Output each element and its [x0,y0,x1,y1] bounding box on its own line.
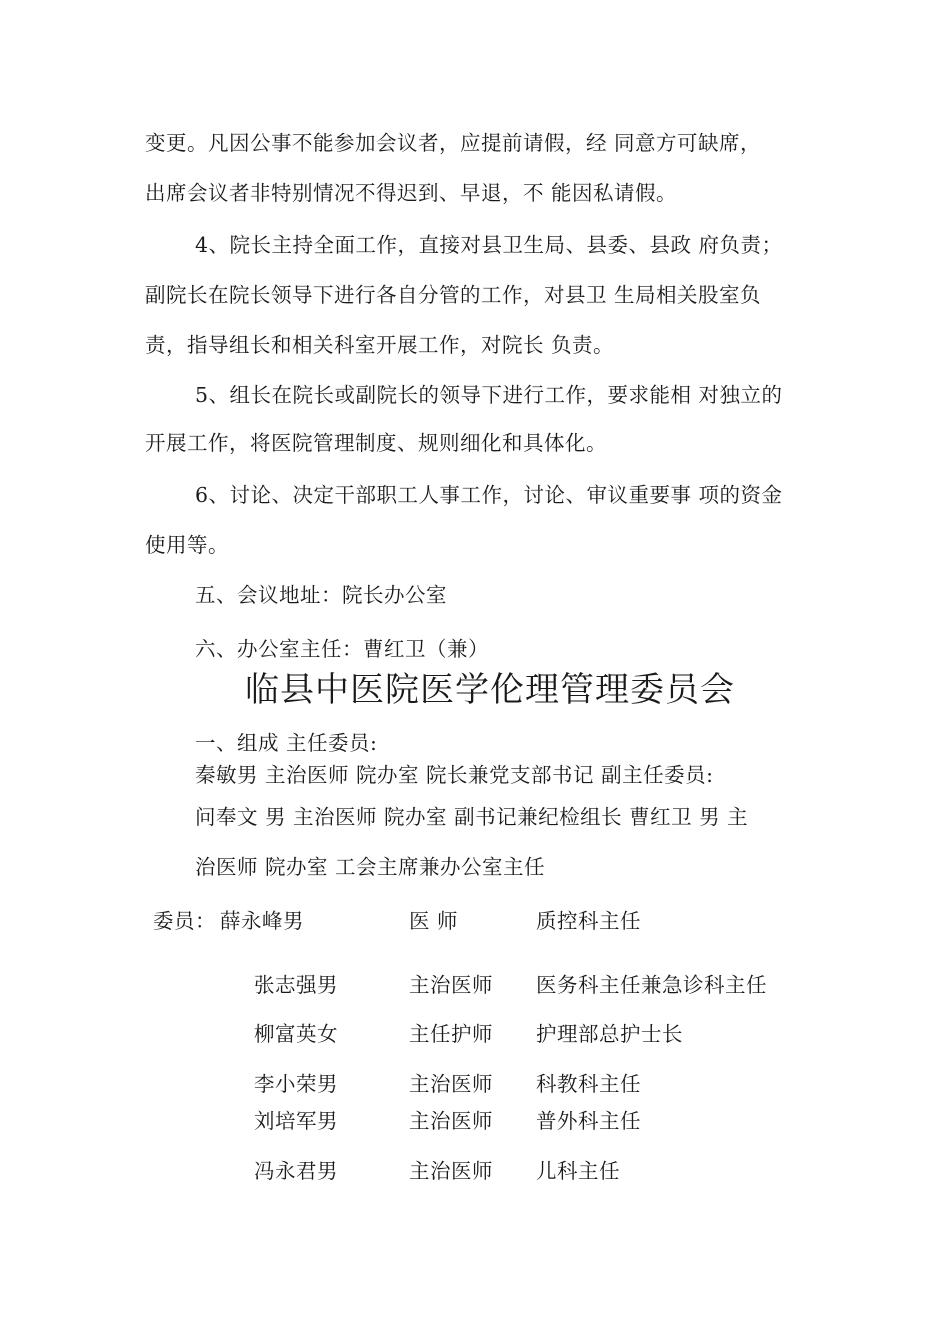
member-role: 科教科主任 [536,1072,641,1096]
paragraph-line: 使用等。 [145,533,229,557]
member-role: 护理部总护士长 [536,1022,683,1046]
paragraph-line: 6、讨论、决定干部职工人事工作，讨论、审议重要事 项的资金 [195,483,783,507]
member-title: 主治医师 [409,1109,493,1133]
paragraph-line: 责，指导组长和相关科室开展工作，对院长 负责。 [145,333,615,357]
committee-title: 临县中医院医学伦理管理委员会 [245,670,735,710]
member-name: 刘培军男 [254,1109,338,1133]
member-role: 儿科主任 [536,1159,620,1183]
member-name: 薛永峰男 [220,909,304,933]
paragraph-line: 变更。凡因公事不能参加会议者，应提前请假，经 同意方可缺席， [145,131,762,155]
composition-line: 治医师 院办室 工会主席兼办公室主任 [195,855,546,879]
composition-line: 问奉文 男 主治医师 院办室 副书记兼纪检组长 曹红卫 男 主 [195,805,749,829]
member-name: 李小荣男 [254,1072,338,1096]
member-role: 质控科主任 [536,909,641,933]
member-name: 柳富英女 [254,1022,338,1046]
composition-heading: 一、组成 主任委员: [195,731,378,755]
member-title: 主治医师 [409,1072,493,1096]
member-role: 普外科主任 [536,1109,641,1133]
paragraph-line: 副院长在院长领导下进行各自分管的工作，对县卫 生局相关股室负 [145,283,762,307]
paragraph-line: 4、院长主持全面工作，直接对县卫生局、县委、县政 府负责； [195,233,783,257]
member-role: 医务科主任兼急诊科主任 [536,973,767,997]
members-label: 委员： [153,909,216,933]
meeting-location: 五、会议地址：院长办公室 [195,583,447,607]
member-title: 主治医师 [409,1159,493,1183]
member-title: 医 师 [409,909,459,933]
paragraph-line: 开展工作，将医院管理制度、规则细化和具体化。 [145,431,607,455]
composition-line: 秦敏男 主治医师 院办室 院长兼党支部书记 副主任委员: [195,763,714,787]
member-title: 主任护师 [409,1022,493,1046]
member-name: 张志强男 [254,973,338,997]
member-title: 主治医师 [409,973,493,997]
member-name: 冯永君男 [254,1159,338,1183]
paragraph-line: 5、组长在院长或副院长的领导下进行工作，要求能相 对独立的 [195,383,783,407]
paragraph-line: 出席会议者非特别情况不得迟到、早退，不 能因私请假。 [145,181,678,205]
office-director: 六、办公室主任：曹红卫（兼） [195,637,489,661]
